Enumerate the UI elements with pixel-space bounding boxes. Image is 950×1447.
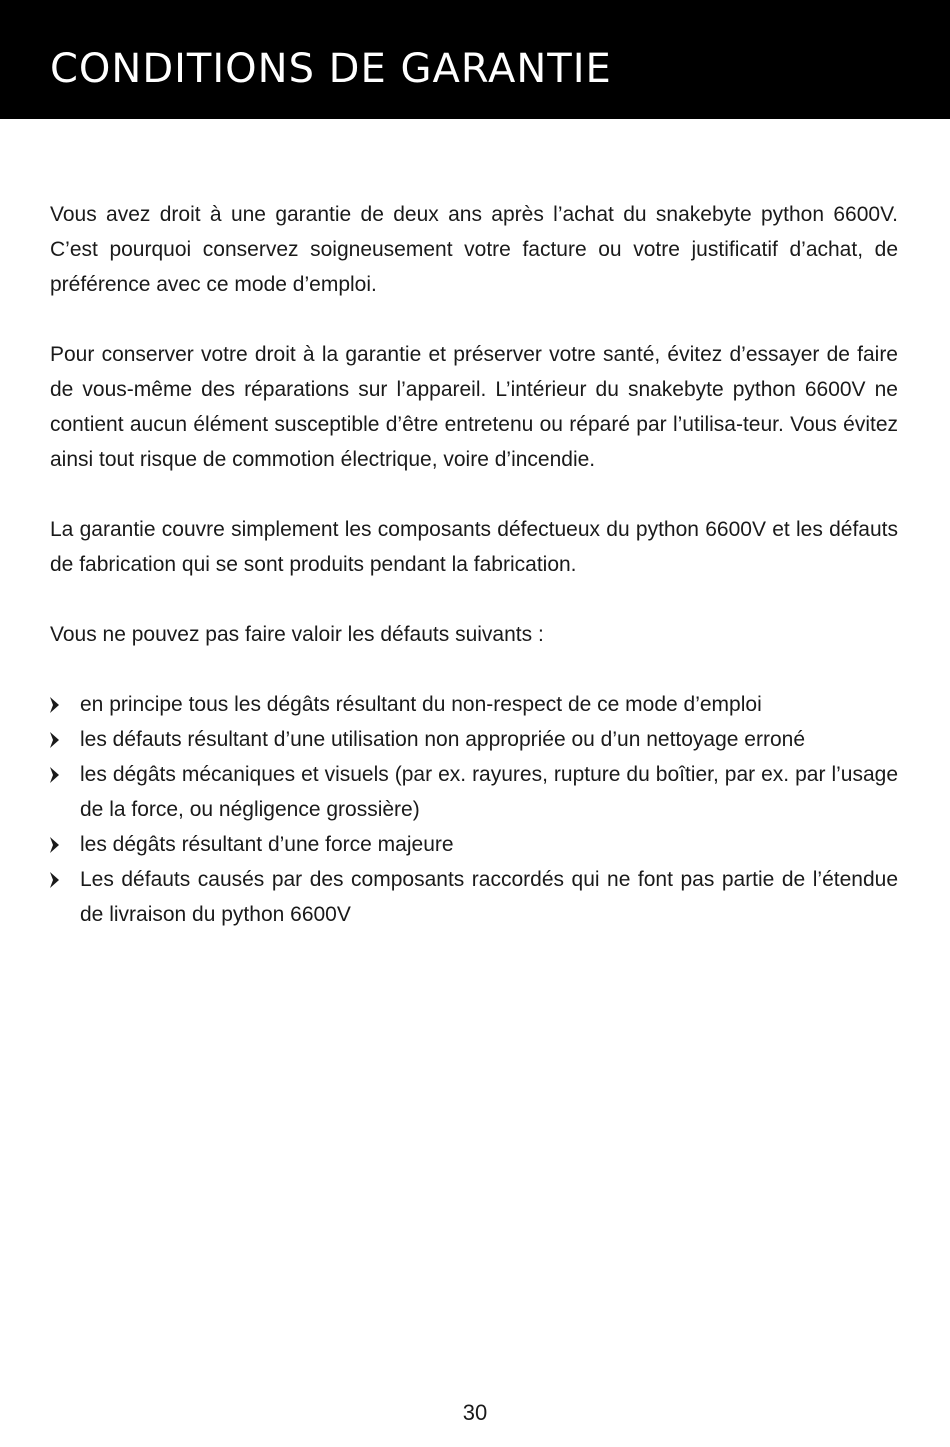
paragraph-warranty-coverage: La garantie couvre simplement les composants défectueux du python 6600V et les défauts de fabrication qui se sont produits pendant la fabrication. <box>50 518 898 576</box>
bullet-chevron-icon <box>50 757 64 792</box>
paragraph-no-self-repair: Pour conserver votre droit à la garantie et préserver votre santé, évitez d’essayer de faire de vous-même des réparations sur l’appareil. L’intérieur du snakebyte python 6600V ne contient aucun élément susceptible d’être entretenu ou réparé par l’utilisa-teur. Vous évitez ainsi tout risque de commotion électrique, voire d’incendie. <box>50 343 898 471</box>
list-item-text: Les défauts causés par des composants raccordés qui ne font pas partie de l’étendue de livraison du python 6600V <box>80 868 898 926</box>
document-body <box>50 197 898 932</box>
page-number: 30 <box>462 1400 488 1425</box>
list-item <box>50 862 898 932</box>
list-item-text: les défauts résultant d’une utilisation non appropriée ou d’un nettoyage erroné <box>80 728 806 751</box>
paragraph-warranty-duration: Vous avez droit à une garantie de deux ans après l’achat du snakebyte python 6600V. C’est pourquoi conservez soigneusement votre facture ou votre justificatif d’achat, de préférence avec ce mode d’emploi. <box>50 203 898 296</box>
list-item-text: les dégâts mécaniques et visuels (par ex. rayures, rupture du boîtier, par ex. par l’usage de la force, ou négligence grossière) <box>80 763 898 821</box>
page-title: CONDITIONS DE GARANTIE <box>50 46 612 92</box>
list-item-text: en principe tous les dégâts résultant du non-respect de ce mode d’emploi <box>80 693 762 716</box>
bullet-chevron-icon <box>50 722 64 757</box>
bullet-chevron-icon <box>50 862 64 897</box>
list-item <box>50 722 898 757</box>
list-item-text: les dégâts résultant d’une force majeure <box>80 833 454 856</box>
exclusions-list <box>50 687 898 932</box>
bullet-chevron-icon <box>50 827 64 862</box>
list-item <box>50 687 898 722</box>
list-item <box>50 757 898 827</box>
bullet-chevron-icon <box>50 687 64 722</box>
list-item <box>50 827 898 862</box>
paragraph-exclusions-intro: Vous ne pouvez pas faire valoir les défauts suivants : <box>50 623 544 646</box>
header-bar <box>0 0 950 119</box>
